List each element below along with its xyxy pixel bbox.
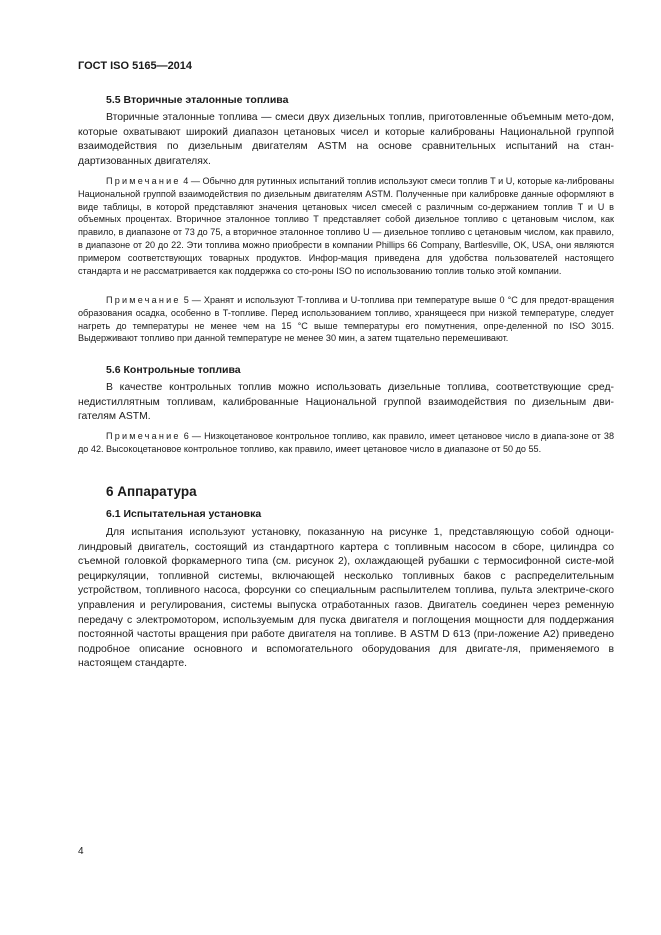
note-5-label: Примечание [106,295,181,305]
section-5-5-paragraph: Вторичные эталонные топлива — смеси двух дизельных топлив, приготовленные объемным мето-дом, которые охватывают широкий диапазон цетановых чисел и которые калиброваны Национальной группой взаимодействия по дизельным двигателям ASTM на основе сравнительных испытаний на стан-дартизованных двигателях. [78,112,614,167]
section-5-6-body [78,381,614,425]
section-6-1-body [78,526,614,672]
section-6-1-title: 6.1 Испытательная установка [106,508,262,520]
section-6-1-paragraph: Для испытания используют установку, показанную на рисунке 1, представляющую собой одноци-линдровый двигатель, состоящий из стандартного картера с топливным насосом в сборе, цилиндра со съемной головкой форкамерного типа (см. рисунок 2), охлаждающей рубашки с термосифонной систе-мой рециркуляции, топливной системы, включающей несколько топливных баков с распределительным устройством, топливного насоса, форсунки со специальным распылителем топлива, пульта электриче-ского управления и регулирования, системы выпуска отработанных газов. Двигатель соединен через ременную передачу с электромотором, используемым для пуска двигателя и поглощения мощности для поддержания постоянной частоты вращения при работе двигателя на топливе. В ASTM D 613 (при-ложение А2) приведено подробное описание основного и вспомогательного оборудования для двигате-ля, применяемого в настоящем стандарте. [78,527,614,670]
note-6-label: Примечание [106,431,181,441]
section-5-6-paragraph: В качестве контрольных топлив можно использовать дизельные топлива, соответствующие сред-недистиллятным топливам, калиброванные Национальной группой взаимодействия по дизельным дви-гателям ASTM. [78,382,614,423]
section-5-6-title: 5.6 Контрольные топлива [106,364,241,376]
document-header: ГОСТ ISO 5165—2014 [78,60,193,72]
note-4-text: 4 — Обычно для рутинных испытаний топлив используют смеси топлив T и U, которые ка-либрованы Национальной группой взаимодействия по дизельным двигателям ASTM. Полученные при калибровке данные оформляют в виде таблицы, в которой представляют значения цетановых чисел смесей с различным со-держанием топлив T и U в объемных процентах. Вторичное эталонное топливо T представляет собой дизельное топливо с цетановым числом, как правило, в диапазоне от 73 до 75, а вторичное эталонное топливо U — дизельное топливо с цетановым числом, как правило, в диапазоне от 20 до 22. Эти топлива можно приобрести в компании Phillips 66 Company, Bartlesville, OK, USA, они являются примером соответствующих товарных продуктов. Инфор-мация приведена для удобства пользователей настоящего стандарта и не рассматривается как поддержка со сто-роны ISO по использованию топлив только этой компании. [78,176,614,276]
section-5-5-body [78,111,614,169]
note-5-text: 5 — Хранят и используют T-топлива и U-топлива при температуре выше 0 °C для предот-вращения образования осадка, особенно в T-топливе. Перед использованием топливо, хранящееся при низкой температуре, следует нагреть до температуры не менее чем на 15 °C выше температуры его помутнения, опре-деленной по ISO 3015. Выдерживают топливо при данной температуре не менее 30 мин, а затем тщательно перемешивают. [78,295,615,344]
section-6-title: 6 Аппаратура [106,484,197,499]
section-5-5-title: 5.5 Вторичные эталонные топлива [106,94,289,106]
note-6 [78,430,614,456]
note-4 [78,175,614,277]
note-4-label: Примечание [106,176,181,186]
note-5 [78,294,614,345]
note-6-text: 6 — Низкоцетановое контрольное топливо, как правило, имеет цетановое число в диапа-зоне от 38 до 42. Высокоцетановое контрольное топливо, как правило, имеет цетановое число в диапазоне от 50 до 55. [78,431,614,454]
page-number: 4 [78,846,84,857]
